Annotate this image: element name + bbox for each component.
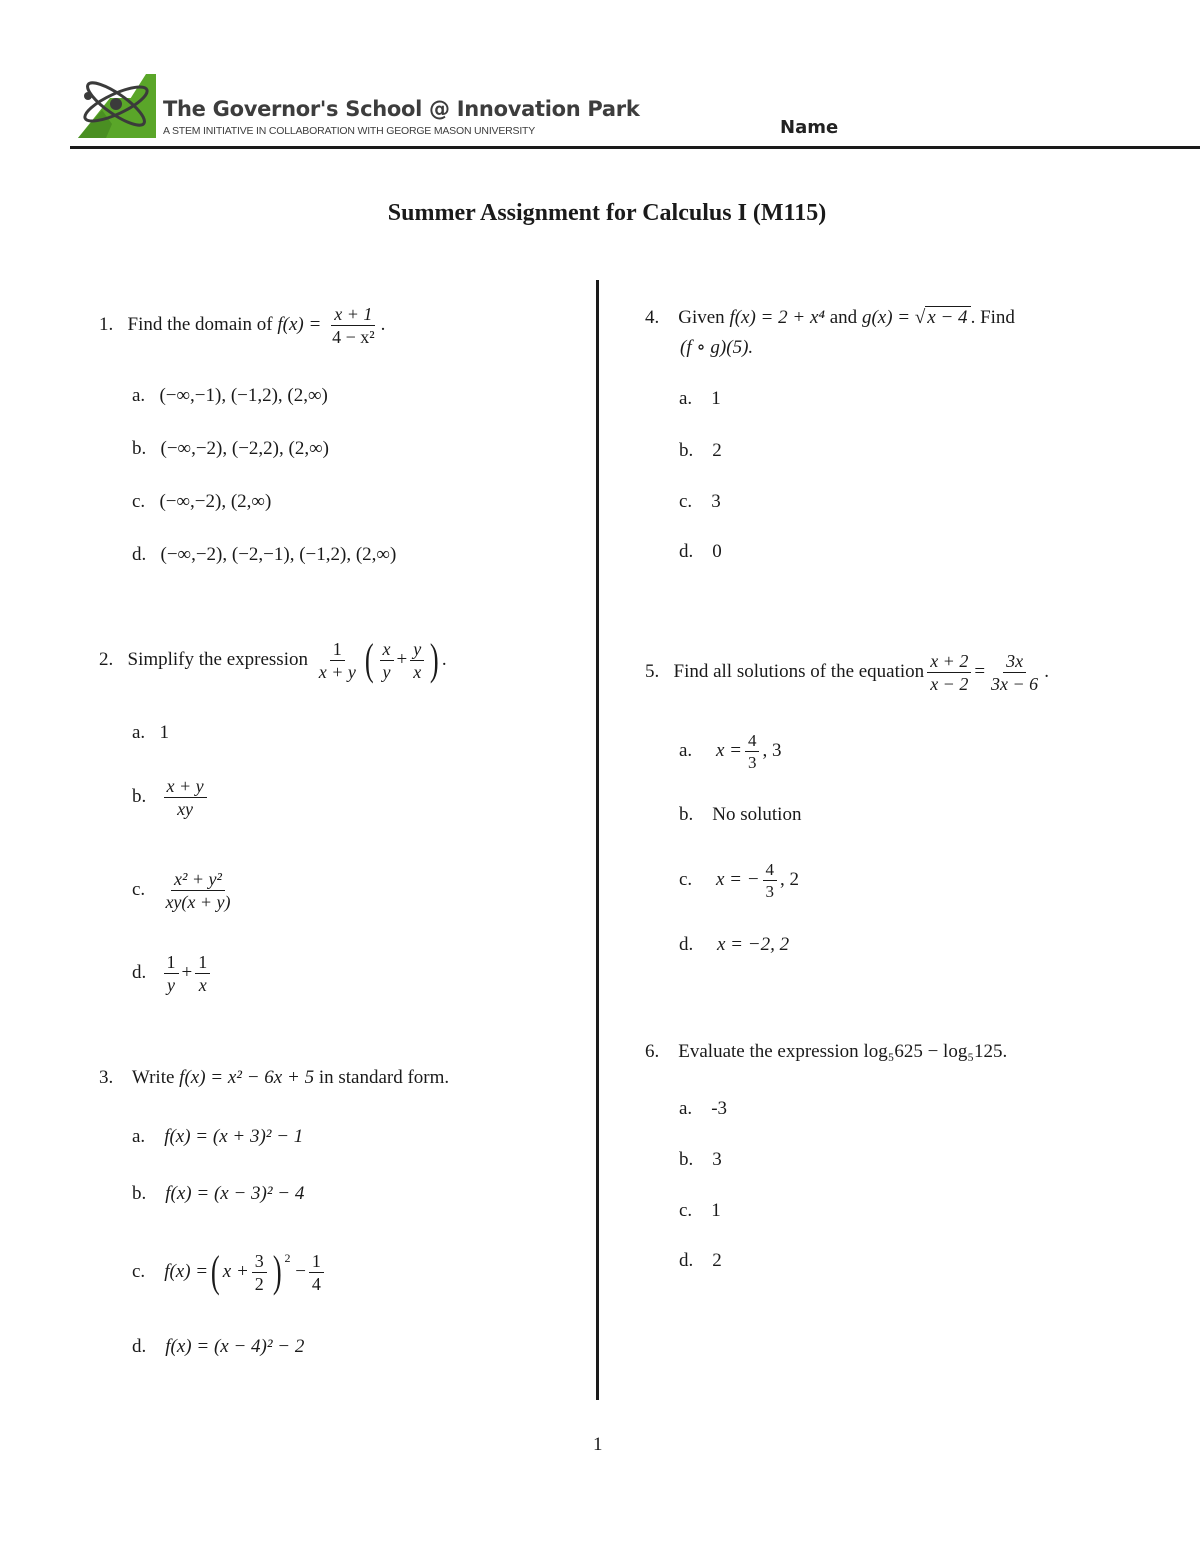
q5-a-pre: x = (715, 740, 742, 761)
q5-a-num: 4 (745, 731, 760, 752)
q1-number: 1. (99, 313, 114, 335)
q2-fraction-1 (316, 639, 359, 682)
q3-c-pre: f(x) = (164, 1261, 209, 1282)
q3-b-label: b. (132, 1183, 147, 1204)
q6-option-b[interactable] (679, 1148, 722, 1172)
q4-d-label: d. (679, 541, 694, 562)
q1-denominator: 4 − x² (332, 327, 375, 347)
q1-b-label: b. (132, 438, 147, 459)
q5-left-den: x − 2 (930, 673, 969, 694)
q2-fraction-2 (380, 639, 394, 682)
q2-plus: + (396, 649, 408, 670)
q3-number: 3. (99, 1067, 114, 1088)
column-divider (596, 280, 599, 1400)
q1-a-label: a. (132, 385, 146, 406)
question-4 (645, 306, 1015, 330)
q2-d-num1: 1 (164, 952, 179, 974)
q3-c-left-paren: ( (211, 1247, 220, 1296)
q4-g-pre: g(x) = (861, 307, 911, 328)
q5-a-post: , 3 (762, 740, 782, 761)
q5-left-fraction (927, 651, 971, 694)
q2-d-label: d. (132, 962, 147, 983)
q3-b-text: f(x) = (x − 3)² − 4 (165, 1183, 305, 1204)
q4-find: . Find (970, 307, 1015, 328)
q3-c-fraction-2 (309, 1251, 324, 1294)
q3-c-exponent: 2 (284, 1251, 291, 1265)
q5-equals: = (974, 661, 986, 682)
q5-c-num: 4 (763, 860, 778, 881)
q4-d-text: 0 (712, 541, 722, 562)
q6-d-label: d. (679, 1250, 694, 1271)
q3-c-minus: − (295, 1261, 306, 1282)
q5-a-fraction (745, 731, 760, 772)
q5-right-fraction (988, 651, 1041, 694)
q2-fraction-3 (410, 639, 424, 682)
q4-line-2: (f ∘ g)(5). (680, 337, 754, 358)
q1-b-text: (−∞,−2), (−2,2), (2,∞) (160, 438, 329, 459)
q2-b-label: b. (132, 786, 147, 807)
q4-option-c[interactable] (679, 490, 721, 514)
q1-option-b[interactable] (132, 437, 329, 461)
q5-option-c[interactable] (679, 857, 799, 903)
q2-option-d[interactable] (132, 948, 213, 998)
sqrt-icon: √ (914, 307, 926, 328)
q1-option-a[interactable] (132, 384, 328, 408)
q4-option-b[interactable] (679, 439, 722, 463)
q2-d-fraction-1 (164, 952, 179, 995)
q6-number: 6. (645, 1041, 660, 1062)
q1-end: . (380, 313, 386, 335)
q5-d-text: x = −2, 2 (717, 934, 790, 955)
q1-d-text: (−∞,−2), (−2,−1), (−1,2), (2,∞) (160, 544, 397, 565)
q6-a-text: -3 (711, 1098, 728, 1119)
q2-left-paren: ( (364, 635, 374, 684)
q6-c-text: 1 (711, 1200, 721, 1221)
q3-c-label: c. (132, 1261, 146, 1282)
q3-c-inner: x + (222, 1261, 249, 1282)
q2-d-den1: y (167, 974, 175, 995)
q5-end: . (1044, 661, 1049, 682)
q2-c-num: x² + y² (171, 869, 225, 891)
q4-c-label: c. (679, 491, 693, 512)
q2-prompt: Simplify the expression (127, 649, 308, 670)
q1-prompt: Find the domain of (127, 313, 273, 335)
header-rule (70, 146, 1200, 149)
q1-d-label: d. (132, 544, 147, 565)
q4-number: 4. (645, 307, 660, 328)
q3-c-num: 3 (252, 1251, 267, 1273)
q5-c-fraction (763, 860, 778, 901)
q2-option-c[interactable] (132, 862, 237, 918)
q5-option-a[interactable] (679, 728, 781, 774)
q3-option-d[interactable] (132, 1335, 304, 1359)
q6-d-text: 2 (712, 1250, 722, 1271)
q5-c-pre: x = − (715, 869, 760, 890)
q4-b-label: b. (679, 440, 694, 461)
q1-numerator: x + 1 (331, 304, 375, 326)
q2-f1-den: x + y (318, 661, 356, 682)
q3-c-right-paren: ) (272, 1247, 282, 1296)
question-5 (645, 647, 1049, 697)
q3-c-fraction (252, 1251, 267, 1294)
question-2 (99, 632, 447, 688)
q2-b-fraction (164, 776, 207, 819)
q2-c-label: c. (132, 879, 146, 900)
q5-left-num: x + 2 (927, 651, 971, 673)
q5-option-d[interactable] (679, 933, 789, 957)
q1-option-c[interactable] (132, 490, 271, 514)
q3-option-c[interactable] (132, 1242, 327, 1302)
question-1 (99, 304, 385, 347)
q5-number: 5. (645, 661, 660, 682)
q2-d-num2: 1 (195, 952, 210, 974)
name-label: Name (780, 117, 839, 138)
q1-a-text: (−∞,−1), (−1,2), (2,∞) (159, 385, 328, 406)
q6-a-label: a. (679, 1098, 693, 1119)
q5-right-den: 3x − 6 (991, 673, 1039, 694)
q2-option-a[interactable] (132, 721, 169, 745)
q5-right-num: 3x (1003, 651, 1026, 673)
q5-b-label: b. (679, 804, 694, 825)
q3-prompt-pre: Write (131, 1067, 175, 1088)
question-6 (645, 1040, 1007, 1064)
q6-b-text: 3 (712, 1149, 722, 1170)
q4-b-text: 2 (712, 440, 722, 461)
q6-option-c[interactable] (679, 1199, 721, 1223)
q2-f3-num: y (410, 639, 424, 661)
q3-c-num2: 1 (309, 1251, 324, 1273)
q3-d-text: f(x) = (x − 4)² − 2 (165, 1336, 305, 1357)
page-title: Summer Assignment for Calculus I (M115) (387, 200, 827, 226)
q3-d-label: d. (132, 1336, 147, 1357)
q4-a-label: a. (679, 388, 693, 409)
q4-option-a[interactable] (679, 387, 721, 411)
logo-title: The Governor's School @ Innovation Park (163, 97, 640, 121)
logo-subtitle: A STEM INITIATIVE IN COLLABORATION WITH GEORGE MASON UNIVERSITY (163, 125, 536, 137)
q2-f3-den: x (413, 661, 422, 682)
q1-fx: f(x) = (277, 313, 322, 335)
q1-option-d[interactable] (132, 543, 396, 567)
q6-option-d[interactable] (679, 1249, 722, 1273)
q3-option-b[interactable] (132, 1182, 304, 1206)
q5-b-text: No solution (712, 804, 802, 825)
q2-right-paren: ) (430, 635, 439, 684)
page-number: 1 (593, 1434, 603, 1455)
q2-f1-num: 1 (330, 639, 345, 661)
q2-d-fraction-2 (195, 952, 210, 995)
q4-prompt-pre: Given (678, 307, 725, 328)
q2-a-text: 1 (159, 722, 169, 743)
q4-f-expression: f(x) = 2 + x⁴ (729, 307, 825, 328)
q5-a-den: 3 (747, 752, 757, 772)
q2-b-den: xy (177, 798, 194, 819)
q5-option-b[interactable] (679, 803, 801, 827)
q4-and: and (829, 307, 858, 328)
q3-prompt-post: in standard form. (318, 1067, 450, 1088)
q1-c-label: c. (132, 491, 146, 512)
q2-end: . (441, 649, 447, 670)
q1-c-text: (−∞,−2), (2,∞) (159, 491, 272, 512)
q6-option-a[interactable] (679, 1097, 727, 1121)
q4-c-text: 3 (711, 491, 721, 512)
q4-g-radicand: x − 4 (925, 306, 970, 328)
school-logo (72, 68, 164, 140)
q3-option-a[interactable] (132, 1125, 303, 1149)
q3-c-den: 2 (254, 1273, 264, 1294)
q2-option-b[interactable] (132, 772, 210, 822)
q2-f2-den: y (382, 661, 391, 682)
q6-expression: log₅625 − log₅125. (863, 1041, 1008, 1062)
q6-prompt: Evaluate the expression (678, 1041, 859, 1062)
q2-number: 2. (99, 649, 114, 670)
q1-fraction (329, 304, 378, 347)
q4-a-text: 1 (711, 388, 721, 409)
q3-a-text: f(x) = (x + 3)² − 1 (164, 1126, 304, 1147)
q2-c-fraction (162, 869, 233, 912)
q5-d-label: d. (679, 934, 694, 955)
q2-d-plus: + (181, 962, 193, 983)
q2-a-label: a. (132, 722, 146, 743)
q2-d-den2: x (198, 974, 207, 995)
q4-option-d[interactable] (679, 540, 722, 564)
question-3 (99, 1066, 449, 1090)
q5-c-den: 3 (765, 881, 775, 901)
q6-b-label: b. (679, 1149, 694, 1170)
q3-expression: f(x) = x² − 6x + 5 (179, 1067, 315, 1088)
atom-logo-icon (72, 68, 164, 140)
q5-c-post: , 2 (780, 869, 800, 890)
q2-b-num: x + y (164, 776, 207, 798)
q3-a-label: a. (132, 1126, 146, 1147)
q2-f2-num: x (380, 639, 394, 661)
q2-c-den: xy(x + y) (165, 891, 231, 912)
q5-prompt: Find all solutions of the equation (673, 661, 925, 682)
q3-c-den2: 4 (311, 1273, 321, 1294)
q5-a-label: a. (679, 740, 693, 761)
q6-c-label: c. (679, 1200, 693, 1221)
q5-c-label: c. (679, 869, 693, 890)
